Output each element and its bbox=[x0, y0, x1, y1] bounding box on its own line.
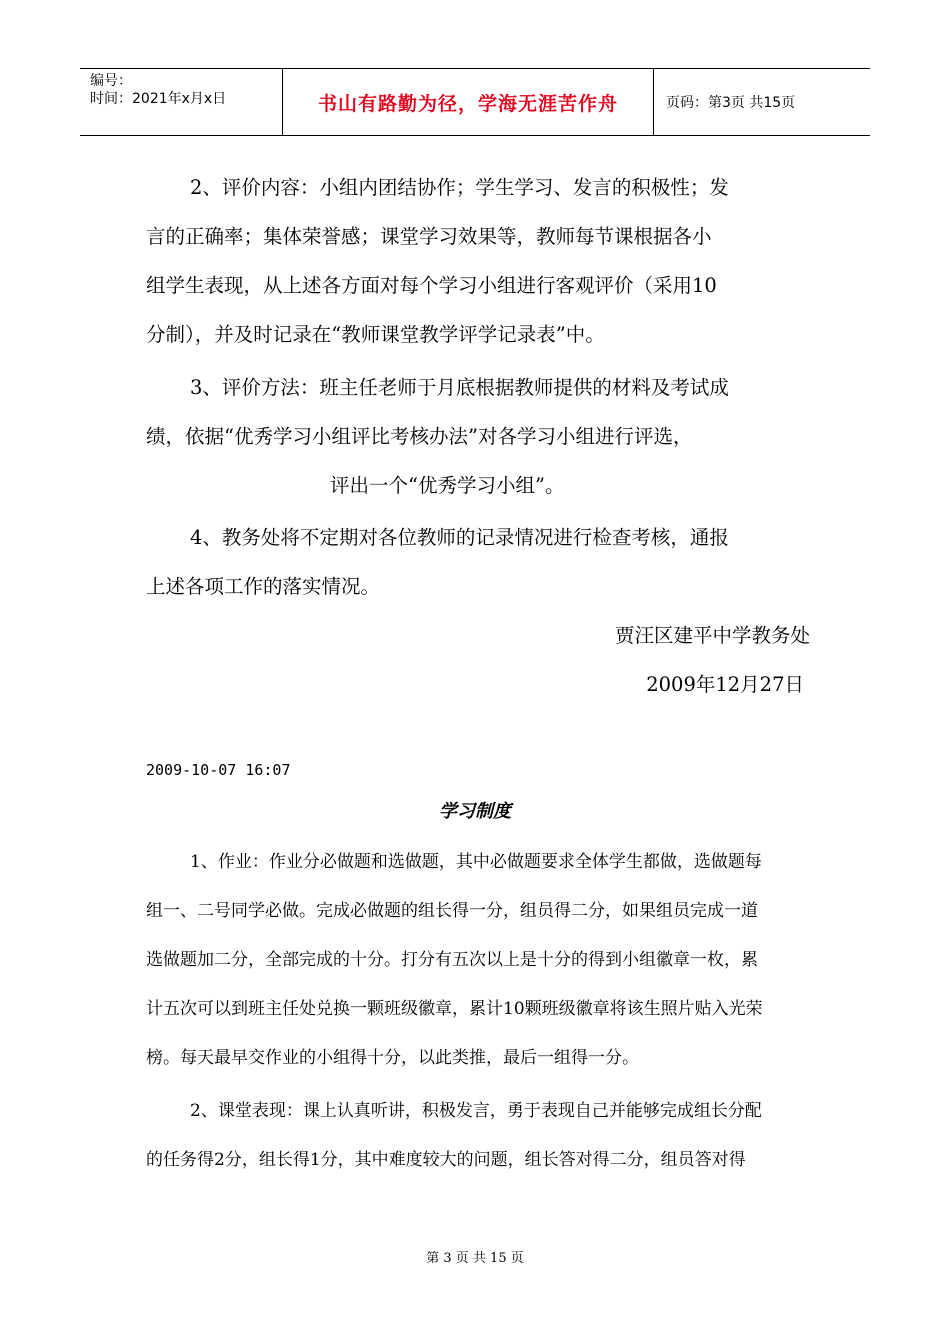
paragraph-line: 组学生表现，从上述各方面对每个学习小组进行客观评价（采用10 bbox=[146, 274, 717, 297]
paragraph-line: 言的正确率；集体荣誉感；课堂学习效果等，教师每节课根据各小 bbox=[146, 225, 712, 248]
signature-org: 贾汪区建平中学教务处 bbox=[614, 624, 810, 647]
paragraph-line: 榜。每天最早交作业的小组得十分，以此类推，最后一组得一分。 bbox=[146, 1048, 639, 1068]
paragraph-line: 组一、二号同学必做。完成必做题的组长得一分，组员得二分，如果组员完成一道 bbox=[146, 901, 758, 921]
paragraph-line: 2、评价内容：小组内团结协作；学生学习、发言的积极性；发 bbox=[190, 176, 729, 199]
paragraph-line: 4、教务处将不定期对各位教师的记录情况进行检查考核，通报 bbox=[190, 526, 729, 549]
timestamp: 2009-10-07 16:07 bbox=[146, 761, 291, 779]
time-label: 时间：2021年x月x日 bbox=[90, 91, 227, 107]
page-footer: 第 3 页 共 15 页 bbox=[426, 1251, 524, 1266]
paragraph-line: 3、评价方法：班主任老师于月底根据教师提供的材料及考试成 bbox=[190, 376, 729, 399]
header-page-info: 页码：第3页 共15页 bbox=[666, 95, 796, 111]
page-header bbox=[80, 68, 870, 136]
header-motto: 书山有路勤为径，学海无涯苦作舟 bbox=[283, 69, 654, 135]
paragraph-line: 评出一个“优秀学习小组”。 bbox=[330, 474, 565, 497]
paragraph-line: 上述各项工作的落实情况。 bbox=[146, 575, 381, 598]
header-meta bbox=[80, 69, 283, 135]
paragraph-line: 的任务得2分，组长得1分，其中难度较大的问题，组长答对得二分，组员答对得 bbox=[146, 1150, 746, 1170]
paragraph-line: 2、课堂表现：课上认真听讲，积极发言，勇于表现自己并能够完成组长分配 bbox=[190, 1101, 762, 1121]
paragraph-line: 1、作业：作业分必做题和选做题，其中必做题要求全体学生都做，选做题每 bbox=[190, 852, 762, 872]
paragraph-line: 分制），并及时记录在“教师课堂教学评学记录表”中。 bbox=[146, 323, 605, 346]
number-label: 编号： bbox=[90, 73, 132, 89]
paragraph-line: 绩，依据“优秀学习小组评比考核办法”对各学习小组进行评选， bbox=[146, 425, 693, 448]
signature-date: 2009年12月27日 bbox=[646, 673, 804, 696]
paragraph-line: 计五次可以到班主任处兑换一颗班级徽章，累计10颗班级徽章将该生照片贴入光荣 bbox=[146, 999, 763, 1019]
section-title: 学习制度 bbox=[439, 801, 511, 822]
paragraph-line: 选做题加二分，全部完成的十分。打分有五次以上是十分的得到小组徽章一枚，累 bbox=[146, 950, 758, 970]
